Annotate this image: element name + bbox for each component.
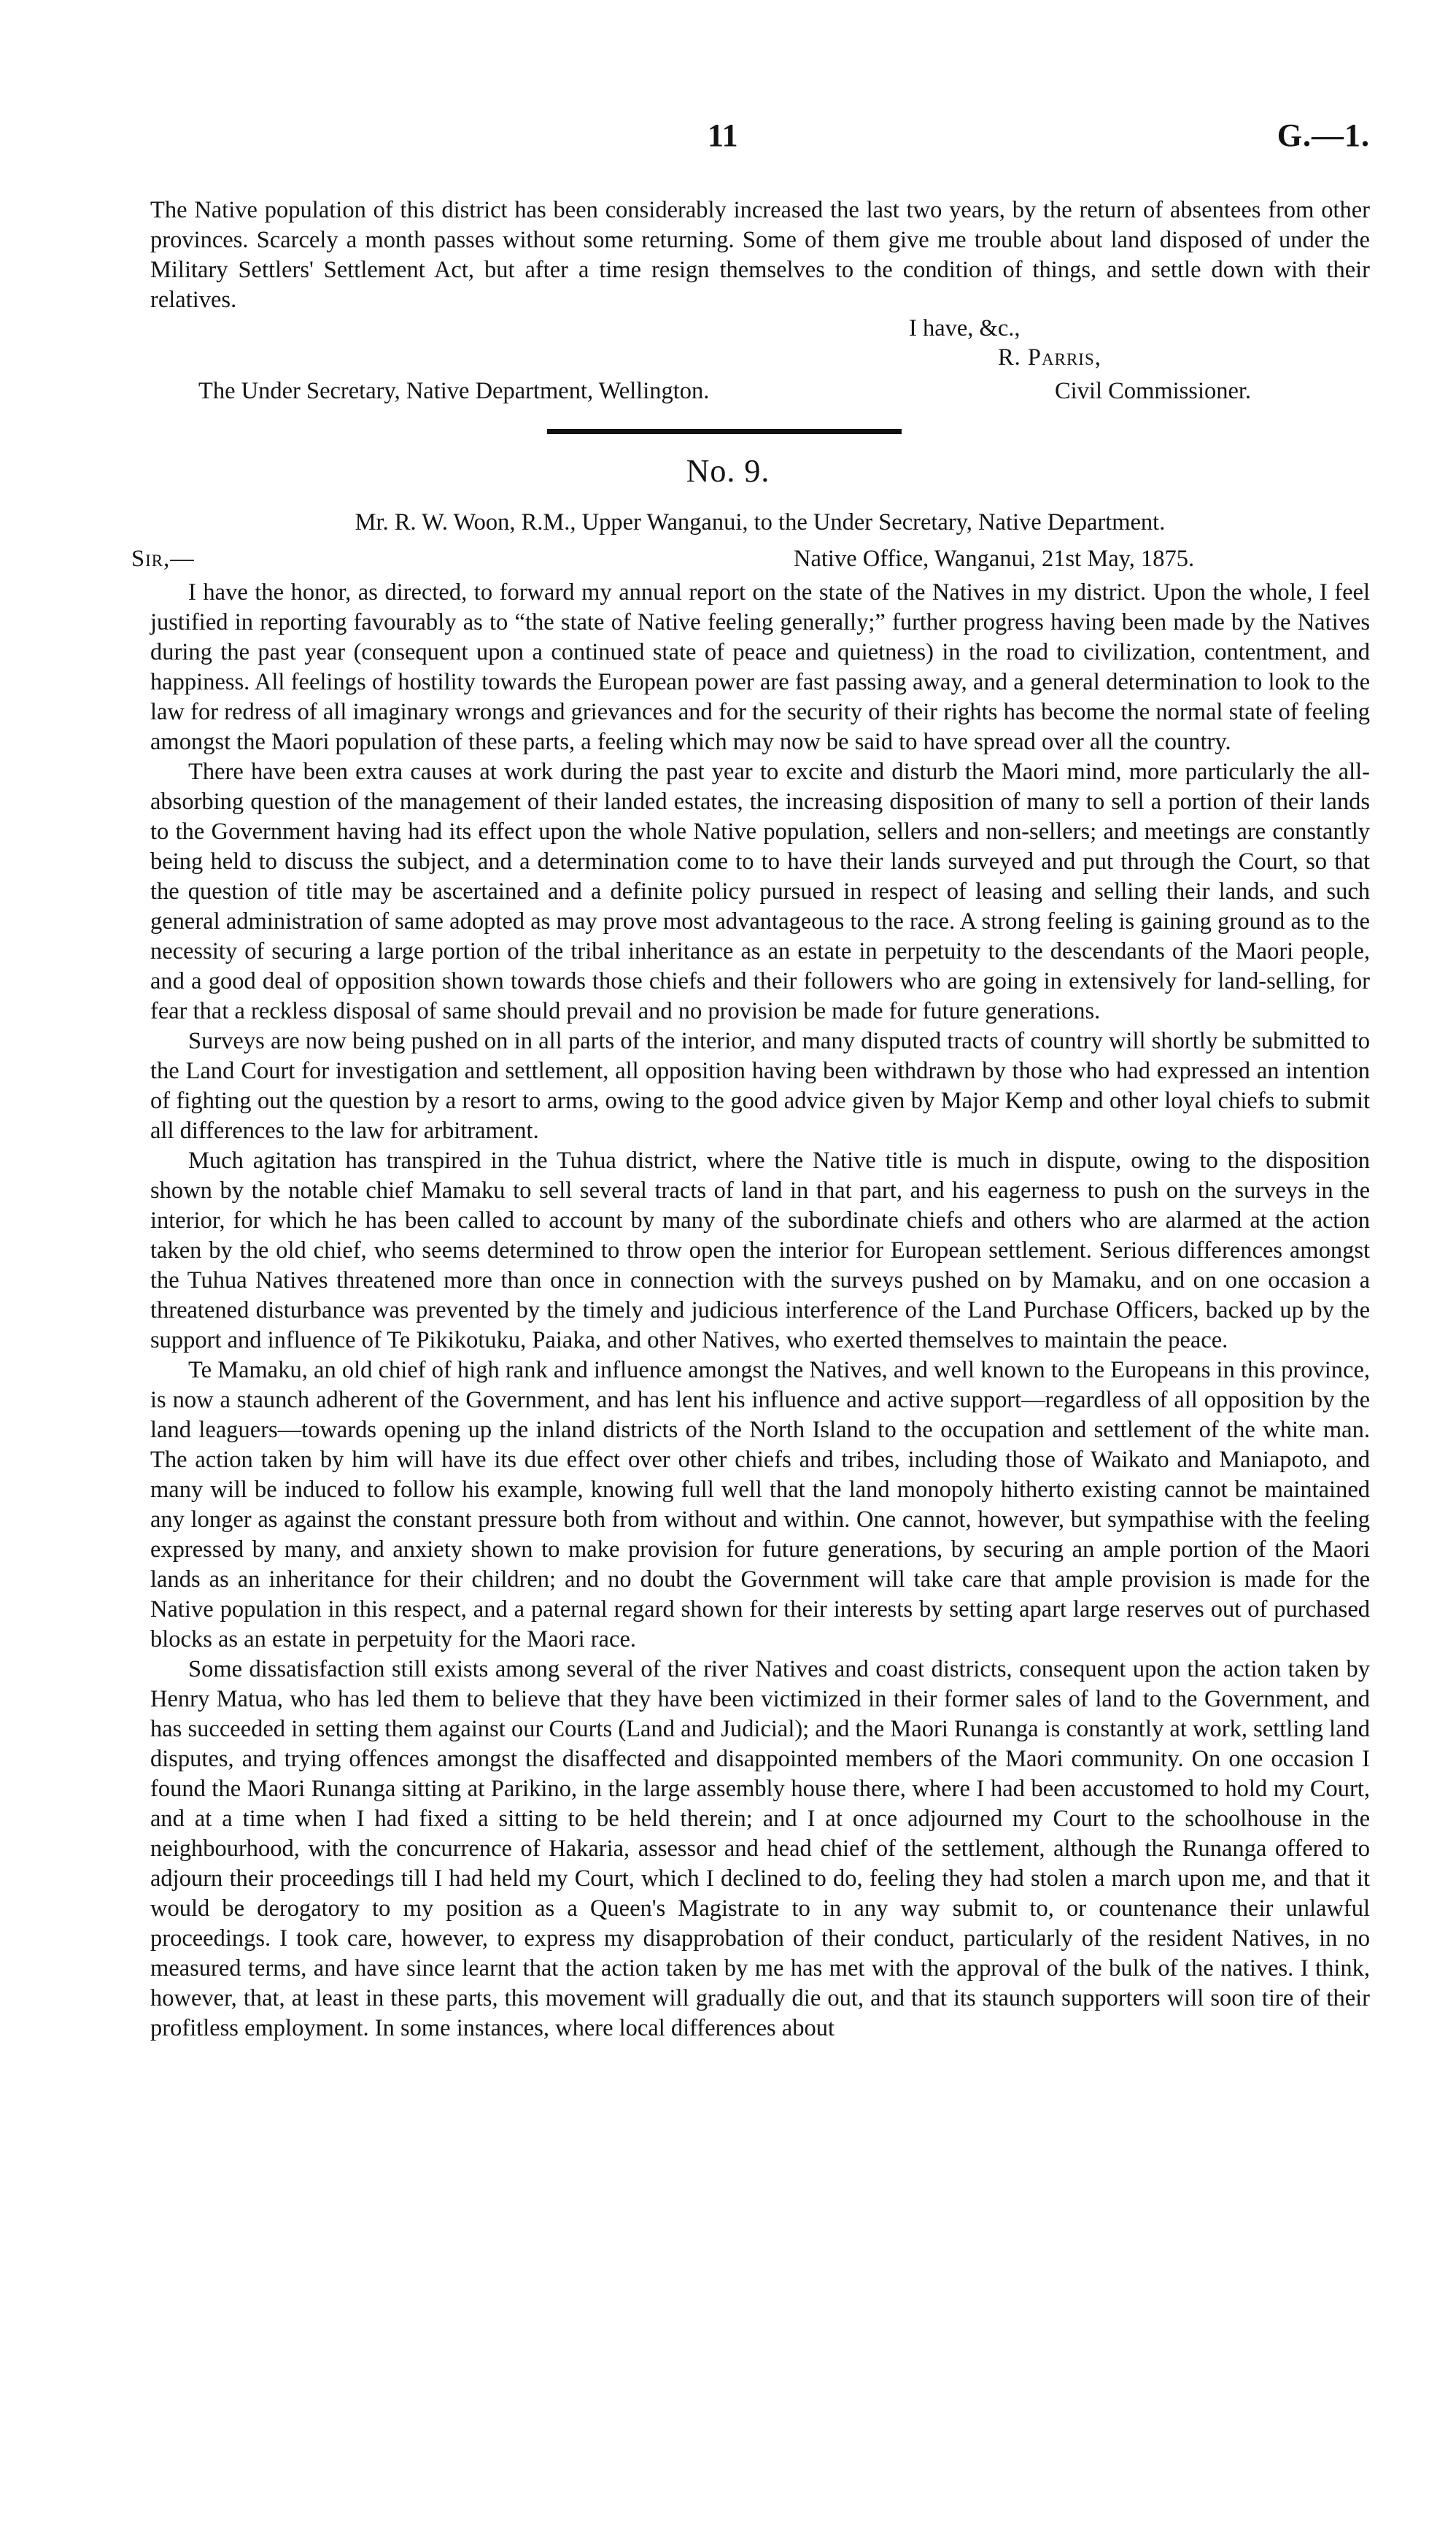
signer-name: R. Parris, <box>998 344 1101 371</box>
page-number: 11 <box>708 117 738 153</box>
place-date: Native Office, Wanganui, 21st May, 1875. <box>794 546 1195 572</box>
letter-heading: Mr. R. W. Woon, R.M., Upper Wanganui, to the Under Secretary, Native Department. <box>355 509 1166 535</box>
salutation-line <box>131 546 1371 578</box>
section-divider <box>547 429 902 434</box>
document-number: No. 9. <box>686 453 770 489</box>
intro-paragraph: The Native population of this district has been considerably increased the last two years, by the return of absentees from other provinces. Scarcely a month passes without some returning. Some of them give me trouble about land disposed of under the Military Settlers' Settlement Act, but after a time resign themselves to the condition of things, and settle down with their relatives. <box>150 197 1370 313</box>
letter-paragraph: I have the honor, as directed, to forward my annual report on the state of the Natives in my district. Upon the whole, I feel justified in reporting favourably as to “the state of Native feeling generally;” further progress having been made by the Natives during the past year (consequent upon a continued state of peace and quietness) in the road to civilization, contentment, and happiness. All feelings of hostility towards the European power are fast passing away, and a general determination to look to the law for redress of all imaginary wrongs and grievances and for the security of their rights has become the normal state of feeling amongst the Maori population of these parts, a feeling which may now be said to have spread over all the country. <box>150 579 1370 755</box>
salutation: Sir,— <box>131 546 195 572</box>
series-code: G.—1. <box>1277 117 1370 153</box>
closing-line: I have, &c., <box>909 315 1021 341</box>
intro-section <box>150 196 1370 315</box>
letter-paragraph: Some dissatisfaction still exists among several of the river Natives and coast districts, consequent upon the action taken by Henry Matua, who has led them to believe that they have been victimized in their former sales of land to the Government, and has succeeded in setting them against our Courts (Land and Judicial); and the Maori Runanga is constantly at work, settling land disputes, and trying offences amongst the disaffected and disappointed members of the Maori community. On one occasion I found the Maori Runanga sitting at Parikino, in the large assembly house there, where I had been accustomed to hold my Court, and at a time when I had fixed a sitting to be held therein; and I at once adjourned my Court to the schoolhouse in the neighbourhood, with the concurrence of Hakaria, assessor and head chief of the settlement, although the Runanga offered to adjourn their proceedings till I had held my Court, which I declined to do, feeling they had stolen a march upon me, and that it would be derogatory to my position as a Queen's Magistrate to in any way submit to, or countenance their unlawful proceedings. I took care, however, to express my disapprobation of their conduct, particularly of the resident Natives, in no measured terms, and have since learnt that the action taken by me has met with the approval of the bulk of the natives. I think, however, that, at least in these parts, this movement will gradually die out, and that its staunch supporters will soon tire of their profitless employment. In some instances, where local differences about <box>150 1656 1370 2041</box>
addressee-line: The Under Secretary, Native Department, Wellington. <box>198 378 710 404</box>
letter-paragraph: There have been extra causes at work during the past year to excite and disturb the Maori mind, more particularly the all-absorbing question of the management of their landed estates, the increasing disposition of many to sell a portion of their lands to the Government having had its effect upon the whole Native population, sellers and non-sellers; and meetings are constantly being held to discuss the subject, and a determination come to to have their lands surveyed and put through the Court, so that the question of title may be ascertained and a definite policy pursued in respect of leasing and selling their lands, and such general administration of same adopted as may prove most advantageous to the race. A strong feeling is gaining ground as to the necessity of securing a large portion of the tribal inheritance as an estate in perpetuity to the descendants of the Maori people, and a good deal of opposition shown towards those chiefs and their followers who are going in extensively for land-selling, for fear that a reckless disposal of same should prevail and no provision be made for future generations. <box>150 759 1370 1024</box>
letter-paragraph: Te Mamaku, an old chief of high rank and influence amongst the Natives, and well known to the Europeans in this province, is now a staunch adherent of the Government, and has lent his influence and active support—regardless of all opposition by the land leaguers—towards opening up the inland districts of the North Island to the occupation and settlement of the white man. The action taken by him will have its due effect over other chiefs and tribes, including those of Waikato and Maniapoto, and many will be induced to follow his example, knowing full well that the land monopoly hitherto existing cannot be maintained any longer as against the constant pressure both from without and within. One cannot, however, but sympathise with the feeling expressed by many, and anxiety shown to make provision for future generations, by securing an ample portion of the Maori lands as an inheritance for their children; and no doubt the Government will take care that ample provision is made for the Native population in this respect, and a paternal regard shown for their interests by setting apart large reserves out of purchased blocks as an estate in perpetuity for the Maori race. <box>150 1357 1370 1652</box>
signer-title: Civil Commissioner. <box>1055 378 1252 404</box>
letter-body <box>150 578 1370 2043</box>
signature-block <box>150 315 1370 410</box>
letter-paragraph: Much agitation has transpired in the Tuhua district, where the Native title is much in dispute, owing to the disposition shown by the notable chief Mamaku to sell several tracts of land in that part, and his eagerness to push on the surveys in the interior, for which he has been called to account by many of the subordinate chiefs and others who are alarmed at the action taken by the old chief, who seems determined to throw open the interior for European settlement. Serious differences amongst the Tuhua Natives threatened more than once in connection with the surveys pushed on by Mamaku, and on one occasion a threatened disturbance was prevented by the timely and judicious interference of the Land Purchase Officers, backed up by the support and influence of Te Pikikotuku, Paiaka, and other Natives, who exerted themselves to maintain the peace. <box>150 1148 1370 1353</box>
page-header <box>0 117 1456 161</box>
letter-paragraph: Surveys are now being pushed on in all parts of the interior, and many disputed tracts of country will shortly be submitted to the Land Court for investigation and settlement, all opposition having been withdrawn by those who had expressed an intention of fighting out the question by a resort to arms, owing to the good advice given by Major Kemp and other loyal chiefs to submit all differences to the law for arbitrament. <box>150 1028 1370 1144</box>
